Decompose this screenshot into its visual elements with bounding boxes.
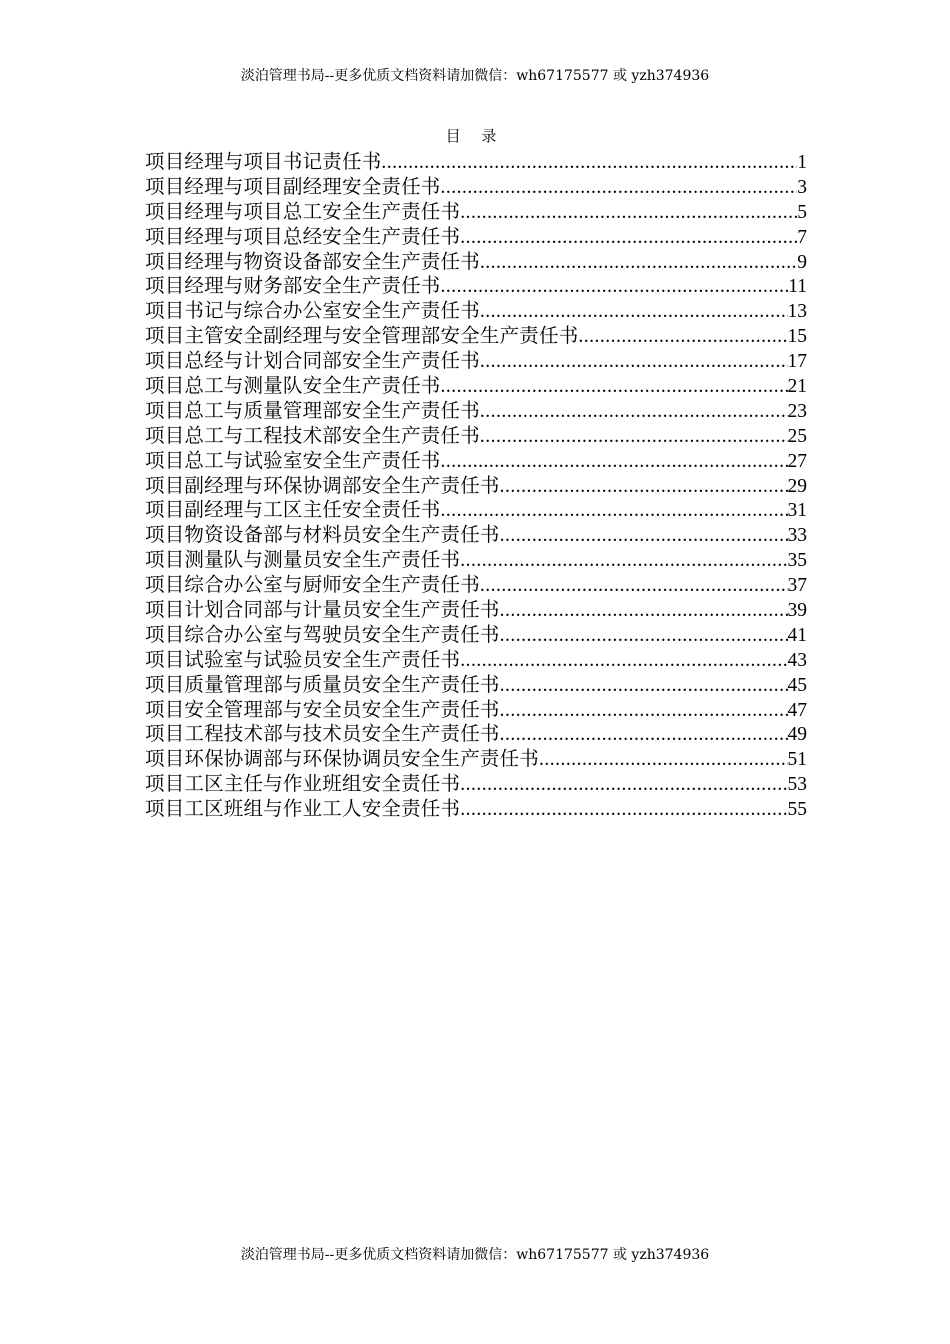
toc-entry-page-number: 27 [787, 450, 807, 472]
toc-entry-title: 项目质量管理部与质量员安全生产责任书 [145, 672, 500, 696]
toc-entry-title: 项目综合办公室与驾驶员安全生产责任书 [145, 622, 500, 646]
toc-entry[interactable] [145, 598, 807, 623]
toc-entry[interactable] [145, 648, 807, 673]
toc-entry[interactable] [145, 523, 807, 548]
toc-entry-title: 项目副经理与环保协调部安全生产责任书 [145, 473, 500, 497]
toc-entry-page-number: 1 [797, 152, 807, 173]
toc-entry-page-number: 15 [787, 326, 807, 348]
toc-entry[interactable] [145, 324, 807, 349]
toc-entry-title: 项目总工与试验室安全生产责任书 [145, 448, 441, 472]
toc-entry-title: 项目经理与财务部安全生产责任书 [145, 274, 441, 298]
toc-entry-title: 项目经理与项目总经安全生产责任书 [145, 224, 461, 248]
toc-entry[interactable] [145, 722, 807, 747]
toc-entry-title: 项目计划合同部与计量员安全生产责任书 [145, 598, 500, 622]
toc-entry-page-number: 3 [797, 176, 807, 198]
toc-entry[interactable] [145, 225, 807, 250]
toc-dot-leader [578, 325, 787, 349]
toc-entry-page-number: 45 [787, 674, 807, 696]
toc-entry[interactable] [145, 449, 807, 474]
toc-dot-leader [500, 524, 788, 548]
toc-dot-leader [480, 251, 797, 275]
toc-entry[interactable] [145, 474, 807, 499]
table-of-contents [145, 150, 807, 822]
toc-dot-leader [460, 549, 787, 573]
toc-entry[interactable] [145, 200, 807, 225]
toc-entry-title: 项目试验室与试验员安全生产责任书 [145, 647, 461, 671]
toc-entry[interactable] [145, 548, 807, 573]
toc-entry[interactable] [145, 374, 807, 399]
toc-entry-title: 项目经理与项目总工安全生产责任书 [145, 199, 461, 223]
toc-dot-leader [460, 773, 787, 797]
toc-entry-page-number: 43 [787, 649, 807, 671]
toc-entry-page-number: 29 [787, 475, 807, 497]
toc-entry[interactable] [145, 623, 807, 648]
toc-dot-leader [441, 375, 788, 399]
toc-dot-leader [500, 599, 788, 623]
page-footer: 淡泊管理书局--更多优质文档资料请加微信：wh67175577 或 yzh374936 [240, 1247, 710, 1263]
toc-dot-leader [441, 499, 788, 523]
toc-dot-leader [539, 748, 787, 772]
toc-entry-title: 项目总工与测量队安全生产责任书 [145, 374, 441, 398]
toc-entry-page-number: 47 [787, 699, 807, 721]
toc-entry[interactable] [145, 747, 807, 772]
toc-entry-page-number: 55 [787, 799, 807, 821]
toc-entry-title: 项目物资设备部与材料员安全生产责任书 [145, 523, 500, 547]
toc-entry-title: 项目总工与工程技术部安全生产责任书 [145, 423, 480, 447]
toc-dot-leader [460, 201, 797, 225]
toc-entry-title: 项目书记与综合办公室安全生产责任书 [145, 299, 480, 323]
toc-title: 目 录 [445, 127, 505, 145]
toc-dot-leader [441, 275, 789, 299]
toc-entry[interactable] [145, 673, 807, 698]
toc-entry-page-number: 35 [787, 550, 807, 572]
toc-entry-page-number: 51 [787, 749, 807, 771]
toc-entry[interactable] [145, 399, 807, 424]
toc-dot-leader [500, 699, 788, 723]
toc-dot-leader [480, 400, 788, 424]
toc-dot-leader [441, 176, 798, 200]
toc-entry[interactable] [145, 772, 807, 797]
toc-entry[interactable] [145, 797, 807, 822]
toc-entry[interactable] [145, 250, 807, 275]
toc-entry-title: 项目总经与计划合同部安全生产责任书 [145, 349, 480, 373]
toc-entry-page-number: 53 [787, 774, 807, 796]
toc-entry[interactable] [145, 274, 807, 299]
toc-entry[interactable] [145, 573, 807, 598]
toc-entry-page-number: 37 [787, 575, 807, 597]
toc-dot-leader [500, 723, 788, 747]
toc-entry-title: 项目副经理与工区主任安全责任书 [145, 498, 441, 522]
toc-entry-page-number: 7 [797, 226, 807, 248]
toc-dot-leader [480, 300, 788, 324]
toc-entry-title: 项目环保协调部与环保协调员安全生产责任书 [145, 747, 540, 771]
toc-entry[interactable] [145, 150, 807, 175]
toc-dot-leader [441, 450, 788, 474]
toc-entry-title: 项目测量队与测量员安全生产责任书 [145, 548, 461, 572]
toc-entry[interactable] [145, 349, 807, 374]
toc-entry-page-number: 17 [787, 351, 807, 373]
toc-dot-leader [480, 425, 788, 449]
toc-entry-page-number: 33 [787, 525, 807, 547]
toc-entry-page-number: 13 [787, 301, 807, 323]
toc-dot-leader [480, 350, 788, 374]
toc-dot-leader [500, 674, 788, 698]
toc-entry-title: 项目经理与物资设备部安全生产责任书 [145, 249, 480, 273]
toc-entry-title: 项目工程技术部与技术员安全生产责任书 [145, 722, 500, 746]
toc-entry-title: 项目安全管理部与安全员安全生产责任书 [145, 697, 500, 721]
toc-entry-title: 项目经理与项目书记责任书 [145, 150, 382, 173]
toc-dot-leader [460, 649, 787, 673]
toc-dot-leader [500, 624, 788, 648]
toc-dot-leader [460, 798, 787, 822]
toc-entry-page-number: 41 [787, 624, 807, 646]
toc-entry-title: 项目总工与质量管理部安全生产责任书 [145, 398, 480, 422]
toc-entry-page-number: 9 [797, 251, 807, 273]
toc-entry-page-number: 39 [787, 600, 807, 622]
toc-entry-title: 项目工区主任与作业班组安全责任书 [145, 772, 461, 796]
toc-entry-title: 项目工区班组与作业工人安全责任书 [145, 797, 461, 821]
toc-entry-title: 项目经理与项目副经理安全责任书 [145, 174, 441, 198]
toc-entry-page-number: 31 [787, 500, 807, 522]
toc-entry-page-number: 49 [787, 724, 807, 746]
toc-entry-page-number: 23 [787, 400, 807, 422]
toc-dot-leader [500, 475, 788, 499]
toc-entry[interactable] [145, 175, 807, 200]
toc-dot-leader [460, 226, 797, 250]
toc-entry[interactable] [145, 299, 807, 324]
toc-entry-page-number: 11 [788, 276, 807, 298]
toc-entry-title: 项目综合办公室与厨师安全生产责任书 [145, 573, 480, 597]
toc-dot-leader [480, 574, 788, 598]
toc-entry-page-number: 25 [787, 425, 807, 447]
toc-entry[interactable] [145, 698, 807, 723]
toc-entry-page-number: 21 [787, 376, 807, 398]
toc-entry[interactable] [145, 424, 807, 449]
toc-entry-page-number: 5 [797, 201, 807, 223]
toc-entry[interactable] [145, 498, 807, 523]
toc-entry-title: 项目主管安全副经理与安全管理部安全生产责任书 [145, 324, 579, 348]
toc-dot-leader [381, 151, 797, 175]
page-header: 淡泊管理书局--更多优质文档资料请加微信：wh67175577 或 yzh374936 [240, 68, 710, 84]
